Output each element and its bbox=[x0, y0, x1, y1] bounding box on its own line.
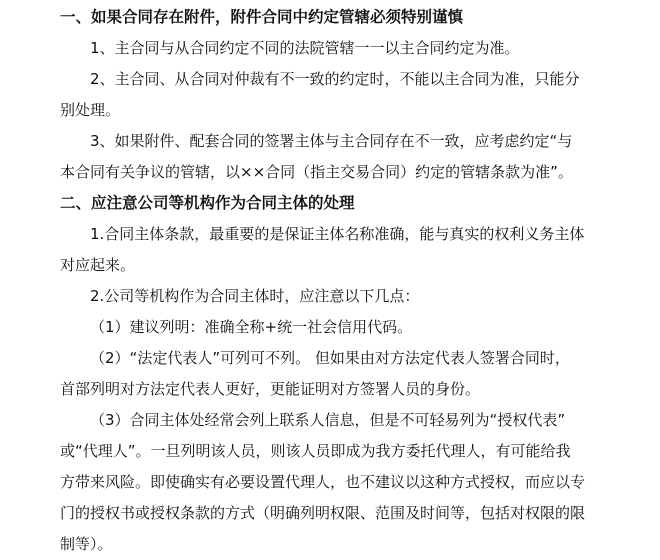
section-2-subpoint-1 bbox=[60, 312, 616, 343]
section-1-paragraph-1 bbox=[60, 33, 616, 64]
paragraph-line: 别处理。 bbox=[60, 101, 121, 119]
paragraph-line: 门的授权书或授权条款的方式（明确列明权限、范围及时间等，包括对权限的限 bbox=[60, 504, 586, 522]
section-2-paragraph-1 bbox=[60, 219, 616, 281]
paragraph-line: 或“代理人”。一旦列明该人员，则该人员即成为我方委托代理人，有可能给我 bbox=[60, 442, 571, 460]
section-1-paragraph-2 bbox=[60, 64, 616, 126]
section-2-paragraph-2 bbox=[60, 281, 616, 312]
section-2-subpoint-2 bbox=[60, 343, 616, 405]
paragraph-line: 3、如果附件、配套合同的签署主体与主合同存在不一致，应考虑约定“与 bbox=[90, 132, 573, 150]
paragraph-line: 首部列明对方法定代表人更好，更能证明对方签署人员的身份。 bbox=[60, 380, 481, 398]
paragraph-line: （2）“法定代表人”可列可不列。 但如果由对方法定代表人签署合同时， bbox=[90, 349, 570, 367]
paragraph-line: （1）建议列明：准确全称+统一社会信用代码。 bbox=[90, 318, 413, 336]
paragraph-line: 1.合同主体条款，最重要的是保证主体名称准确，能与真实的权利义务主体 bbox=[90, 225, 585, 243]
section-1-paragraph-3 bbox=[60, 126, 616, 188]
paragraph-line: 对应起来。 bbox=[60, 256, 136, 274]
paragraph-line: 方带来风险。即使确实有必要设置代理人，也不建议以这种方式授权，而应以专 bbox=[60, 473, 586, 491]
paragraph-line: 制等）。 bbox=[60, 535, 113, 553]
paragraph-line: 2、主合同、从合同对仲裁有不一致的约定时，不能以主合同为准，只能分 bbox=[90, 70, 580, 88]
paragraph-line: 本合同有关争议的管辖，以××合同（指主交易合同）约定的管辖条款为准”。 bbox=[60, 163, 573, 181]
paragraph-line: （3）合同主体处经常会列上联系人信息，但是不可轻易列为“授权代表” bbox=[90, 411, 566, 429]
section-2-subpoint-3 bbox=[60, 405, 616, 560]
paragraph-line: 2.公司等机构作为合同主体时，应注意以下几点： bbox=[90, 287, 420, 305]
paragraph-line: 1、主合同与从合同约定不同的法院管辖一一以主合同约定为准。 bbox=[90, 39, 520, 57]
section-2-title: 二、应注意公司等机构作为合同主体的处理 bbox=[60, 194, 355, 212]
section-1-title: 一、如果合同存在附件，附件合同中约定管辖必须特别谨慎 bbox=[60, 8, 464, 26]
